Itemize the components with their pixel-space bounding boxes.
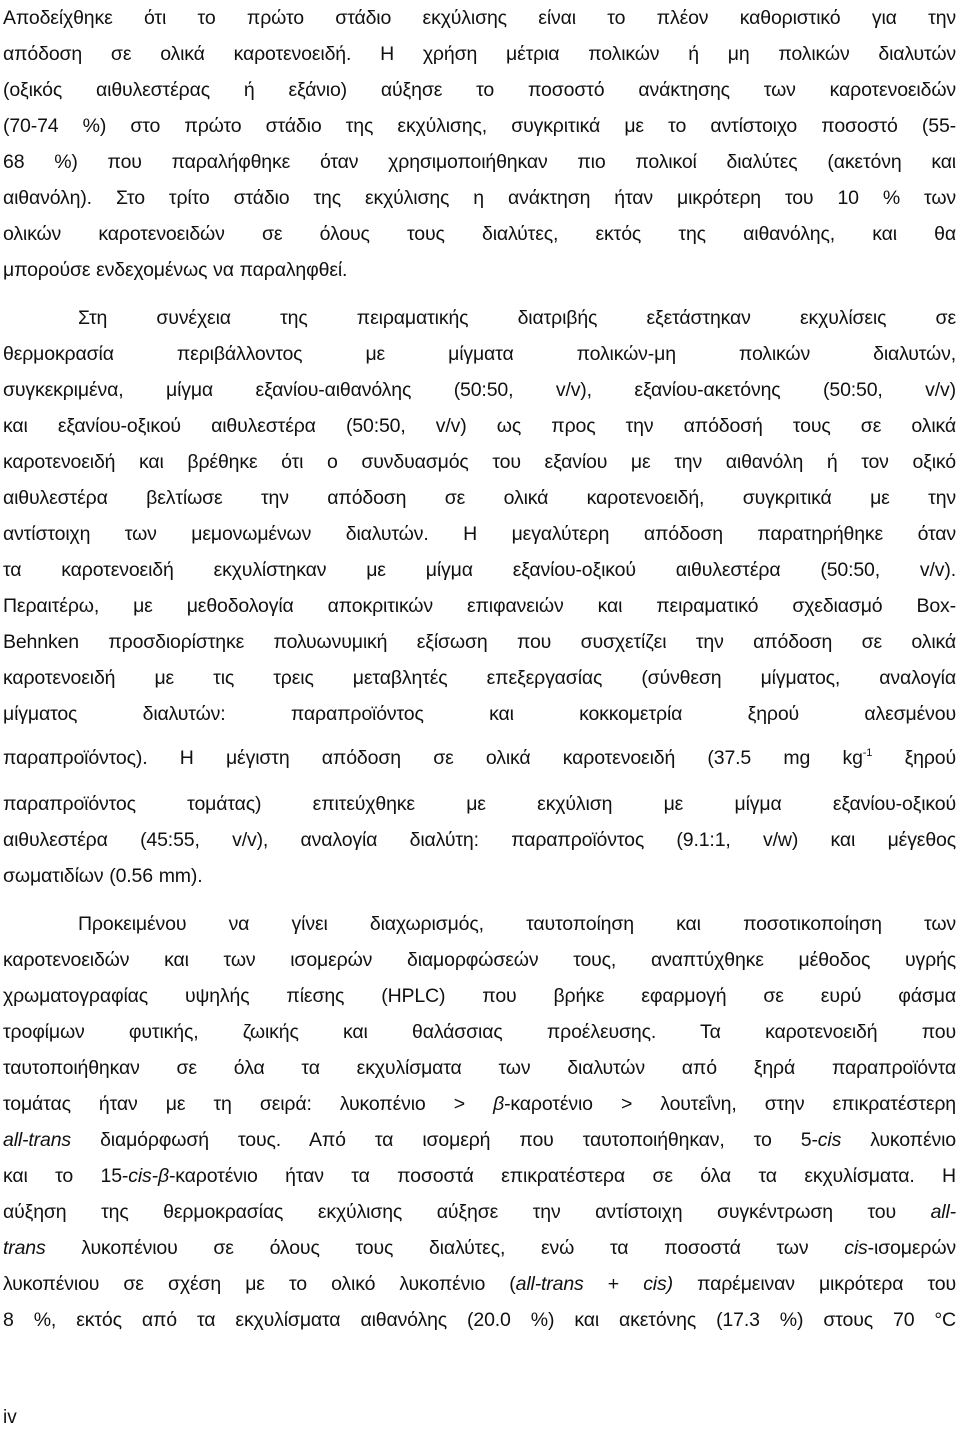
superscript: -1 (862, 747, 873, 759)
text-line: αιθυλεστέρα βελτίωσε την απόδοση σε ολικά καροτενοειδή, συγκριτικά με την (3, 487, 956, 509)
text-line: θερμοκρασία περιβάλλοντος με μίγματα πολικών-μη πολικών διαλυτών, (3, 343, 956, 365)
italic-run: cis (844, 1237, 868, 1259)
text-line (3, 1266, 956, 1303)
text-run: αύξηση της θερμοκρασίας εκχύλισης αύξησε την αντίστοιχη συγκέντρωση του (3, 1201, 931, 1223)
text-line: 8 %, εκτός από τα εκχυλίσματα αιθανόλης (20.0 %) και ακετόνης (17.3 %) στους 70 °C (3, 1309, 956, 1331)
italic-run: trans (3, 1237, 46, 1259)
text-line: και εξανίου-οξικού αιθυλεστέρα (50:50, v/v) ως προς την απόδοσή τους σε ολικά (3, 415, 956, 437)
text-run: διαμόρφωσή τους. Από τα ισομερή που ταυτοποιήθηκαν, το 5- (71, 1129, 818, 1151)
text-line (3, 1122, 956, 1159)
text-line: χρωματογραφίας υψηλής πίεσης (HPLC) που βρήκε εφαρμογή σε ευρύ φάσμα (3, 985, 956, 1007)
text-line: ταυτοποιήθηκαν σε όλα τα εκχυλίσματα των διαλυτών από ξηρά παραπροϊόντα (3, 1057, 956, 1079)
italic-run: cis-β (128, 1165, 169, 1187)
text-run: παρέμειναν μικρότερα του (672, 1273, 956, 1295)
text-line (3, 1158, 956, 1195)
text-run: -καροτένιο ήταν τα ποσοστά επικρατέστερα σε όλα τα εκχυλίσματα. Η (168, 1165, 956, 1187)
text-line: Περαιτέρω, με μεθοδολογία αποκριτικών επιφανειών και πειραματικό σχεδιασμό Box- (3, 595, 956, 617)
text-line: αιθανόλη). Στο τρίτο στάδιο της εκχύλισης η ανάκτηση ήταν μικρότερη του 10 % των (3, 187, 956, 209)
text-line: συγκεκριμένα, μίγμα εξανίου-αιθανόλης (50:50, v/v), εξανίου-ακετόνης (50:50, v/v) (3, 379, 956, 401)
text-run: -καροτένιο > λουτεΐνη, στην επικρατέστερη (504, 1093, 956, 1115)
text-line: καροτενοειδή και βρέθηκε ότι ο συνδυασμός του εξανίου με την αιθανόλη ή τον οξικό (3, 451, 956, 473)
text-run: λυκοπένιου σε σχέση με το ολικό λυκοπένιο ( (3, 1273, 516, 1295)
text-run: + (583, 1273, 644, 1295)
italic-run: all-trans (3, 1129, 72, 1151)
text-line: Behnken προσδιορίστηκε πολυωνυμική εξίσωση που συσχετίζει την απόδοση σε ολικά (3, 631, 956, 653)
text-run: παραπροϊόντος). Η μέγιστη απόδοση σε ολικά καροτενοειδή (37.5 mg kg (3, 747, 863, 769)
text-line: Αποδείχθηκε ότι το πρώτο στάδιο εκχύλισης είναι το πλέον καθοριστικό για την (3, 7, 956, 29)
text-run: λυκοπένιο (841, 1129, 956, 1151)
text-line: (70-74 %) στο πρώτο στάδιο της εκχύλισης, συγκριτικά με το αντίστοιχο ποσοστό (55- (3, 115, 956, 137)
text-line (3, 1086, 956, 1123)
text-run: -ισομερών (867, 1237, 956, 1259)
text-line: Στη συνέχεια της πειραματικής διατριβής εξετάστηκαν εκχυλίσεις σε (78, 307, 956, 329)
text-line: απόδοση σε ολικά καροτενοειδή. Η χρήση μέτρια πολικών ή μη πολικών διαλυτών (3, 43, 956, 65)
text-line: ολικών καροτενοειδών σε όλους τους διαλύτες, εκτός της αιθανόλης, και θα (3, 223, 956, 245)
text-line: καροτενοειδή με τις τρεις μεταβλητές επεξεργασίας (σύνθεση μίγματος, αναλογία (3, 667, 956, 689)
italic-run: all-trans (515, 1273, 584, 1295)
italic-run: β (493, 1093, 505, 1115)
text-line: σωματιδίων (0.56 mm). (3, 865, 203, 887)
text-run: και το 15- (3, 1165, 129, 1187)
text-line: 68 %) που παραλήφθηκε όταν χρησιμοποιήθηκαν πιο πολικοί διαλύτες (ακετόνη και (3, 151, 956, 173)
text-line (3, 740, 956, 777)
text-line: παραπροϊόντος τομάτας) επιτεύχθηκε με εκχύλιση με μίγμα εξανίου-οξικού (3, 793, 956, 815)
text-line: τα καροτενοειδή εκχυλίστηκαν με μίγμα εξανίου-οξικού αιθυλεστέρα (50:50, v/v). (3, 559, 956, 581)
text-line: μπορούσε ενδεχομένως να παραληφθεί. (3, 259, 348, 281)
page-number: iv (3, 1407, 17, 1428)
text-line (3, 1230, 956, 1267)
text-line: (οξικός αιθυλεστέρας ή εξάνιο) αύξησε το ποσοστό ανάκτησης των καροτενοειδών (3, 79, 956, 101)
text-run: ξηρού (872, 747, 956, 769)
text-line: καροτενοειδών και των ισομερών διαμορφώσεών τους, αναπτύχθηκε μέθοδος υγρής (3, 949, 956, 971)
italic-run: cis) (643, 1273, 673, 1295)
text-run: λυκοπένιου σε όλους τους διαλύτες, ενώ τα ποσοστά των (45, 1237, 845, 1259)
text-line: μίγματος διαλυτών: παραπροϊόντος και κοκκομετρία ξηρού αλεσμένου (3, 703, 956, 725)
text-line: τροφίμων φυτικής, ζωικής και θαλάσσιας προέλευσης. Τα καροτενοειδή που (3, 1021, 956, 1043)
text-line (3, 1194, 956, 1231)
italic-run: cis (817, 1129, 842, 1151)
text-line: Προκειμένου να γίνει διαχωρισμός, ταυτοποίηση και ποσοτικοποίηση των (78, 913, 956, 935)
text-line: αντίστοιχη των μεμονωμένων διαλυτών. Η μεγαλύτερη απόδοση παρατηρήθηκε όταν (3, 523, 956, 545)
italic-run: all- (930, 1201, 956, 1223)
text-line: αιθυλεστέρα (45:55, v/v), αναλογία διαλύτη: παραπροϊόντος (9.1:1, v/w) και μέγεθος (3, 829, 956, 851)
text-run: τομάτας ήταν με τη σειρά: λυκοπένιο > (3, 1093, 494, 1115)
